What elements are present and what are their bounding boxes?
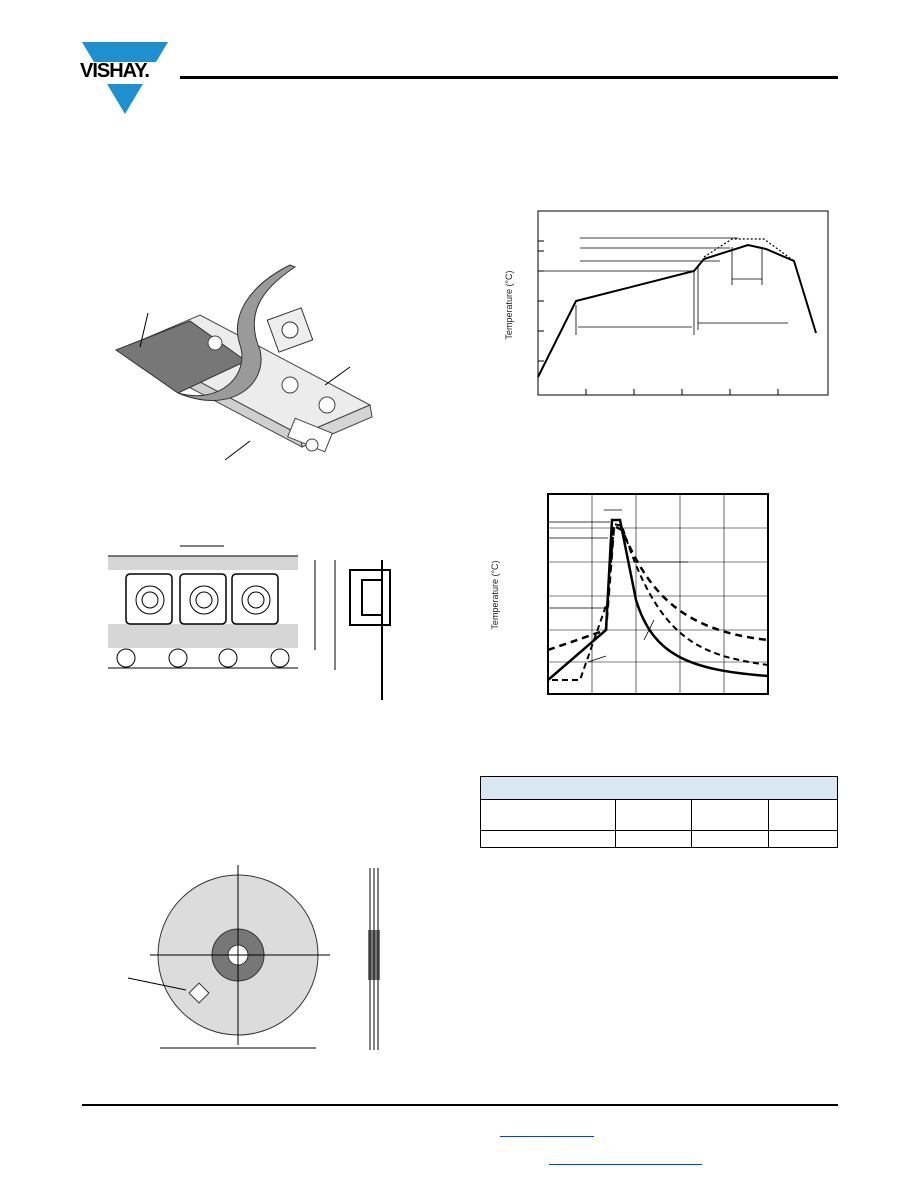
spec-table-header-row <box>481 777 838 800</box>
spec-table-cell <box>769 800 838 831</box>
reflow-chart-frame <box>538 211 828 395</box>
header-rule <box>180 76 838 79</box>
reel-drawing <box>120 860 420 1065</box>
spec-table-row <box>481 831 838 848</box>
tape-peel-illustration <box>100 255 400 485</box>
logo-text: VISHAY. <box>80 60 149 82</box>
reflow-profile-chart <box>498 205 838 405</box>
tape-dimension-drawing <box>100 540 410 730</box>
wave-soldering-chart <box>488 490 778 700</box>
spec-table-header <box>481 777 838 800</box>
wave-chart-frame <box>548 494 768 694</box>
footer-link-2[interactable] <box>549 1164 702 1165</box>
spec-table <box>480 776 838 848</box>
spec-table-cell <box>481 800 616 831</box>
spec-table-cell <box>615 831 692 848</box>
spec-table-cell <box>769 831 838 848</box>
spec-table-cell <box>481 831 616 848</box>
vishay-logo <box>78 40 174 116</box>
reflow-chart-ylabel: Temperature (°C) <box>504 270 514 340</box>
spec-table-cell <box>692 800 769 831</box>
footer-link-1[interactable] <box>500 1136 594 1137</box>
spec-table-row <box>481 800 838 831</box>
spec-table-cell <box>615 800 692 831</box>
wave-chart-ylabel: Temperature (°C) <box>490 560 500 630</box>
footer-rule <box>82 1104 838 1106</box>
spec-table-cell <box>692 831 769 848</box>
